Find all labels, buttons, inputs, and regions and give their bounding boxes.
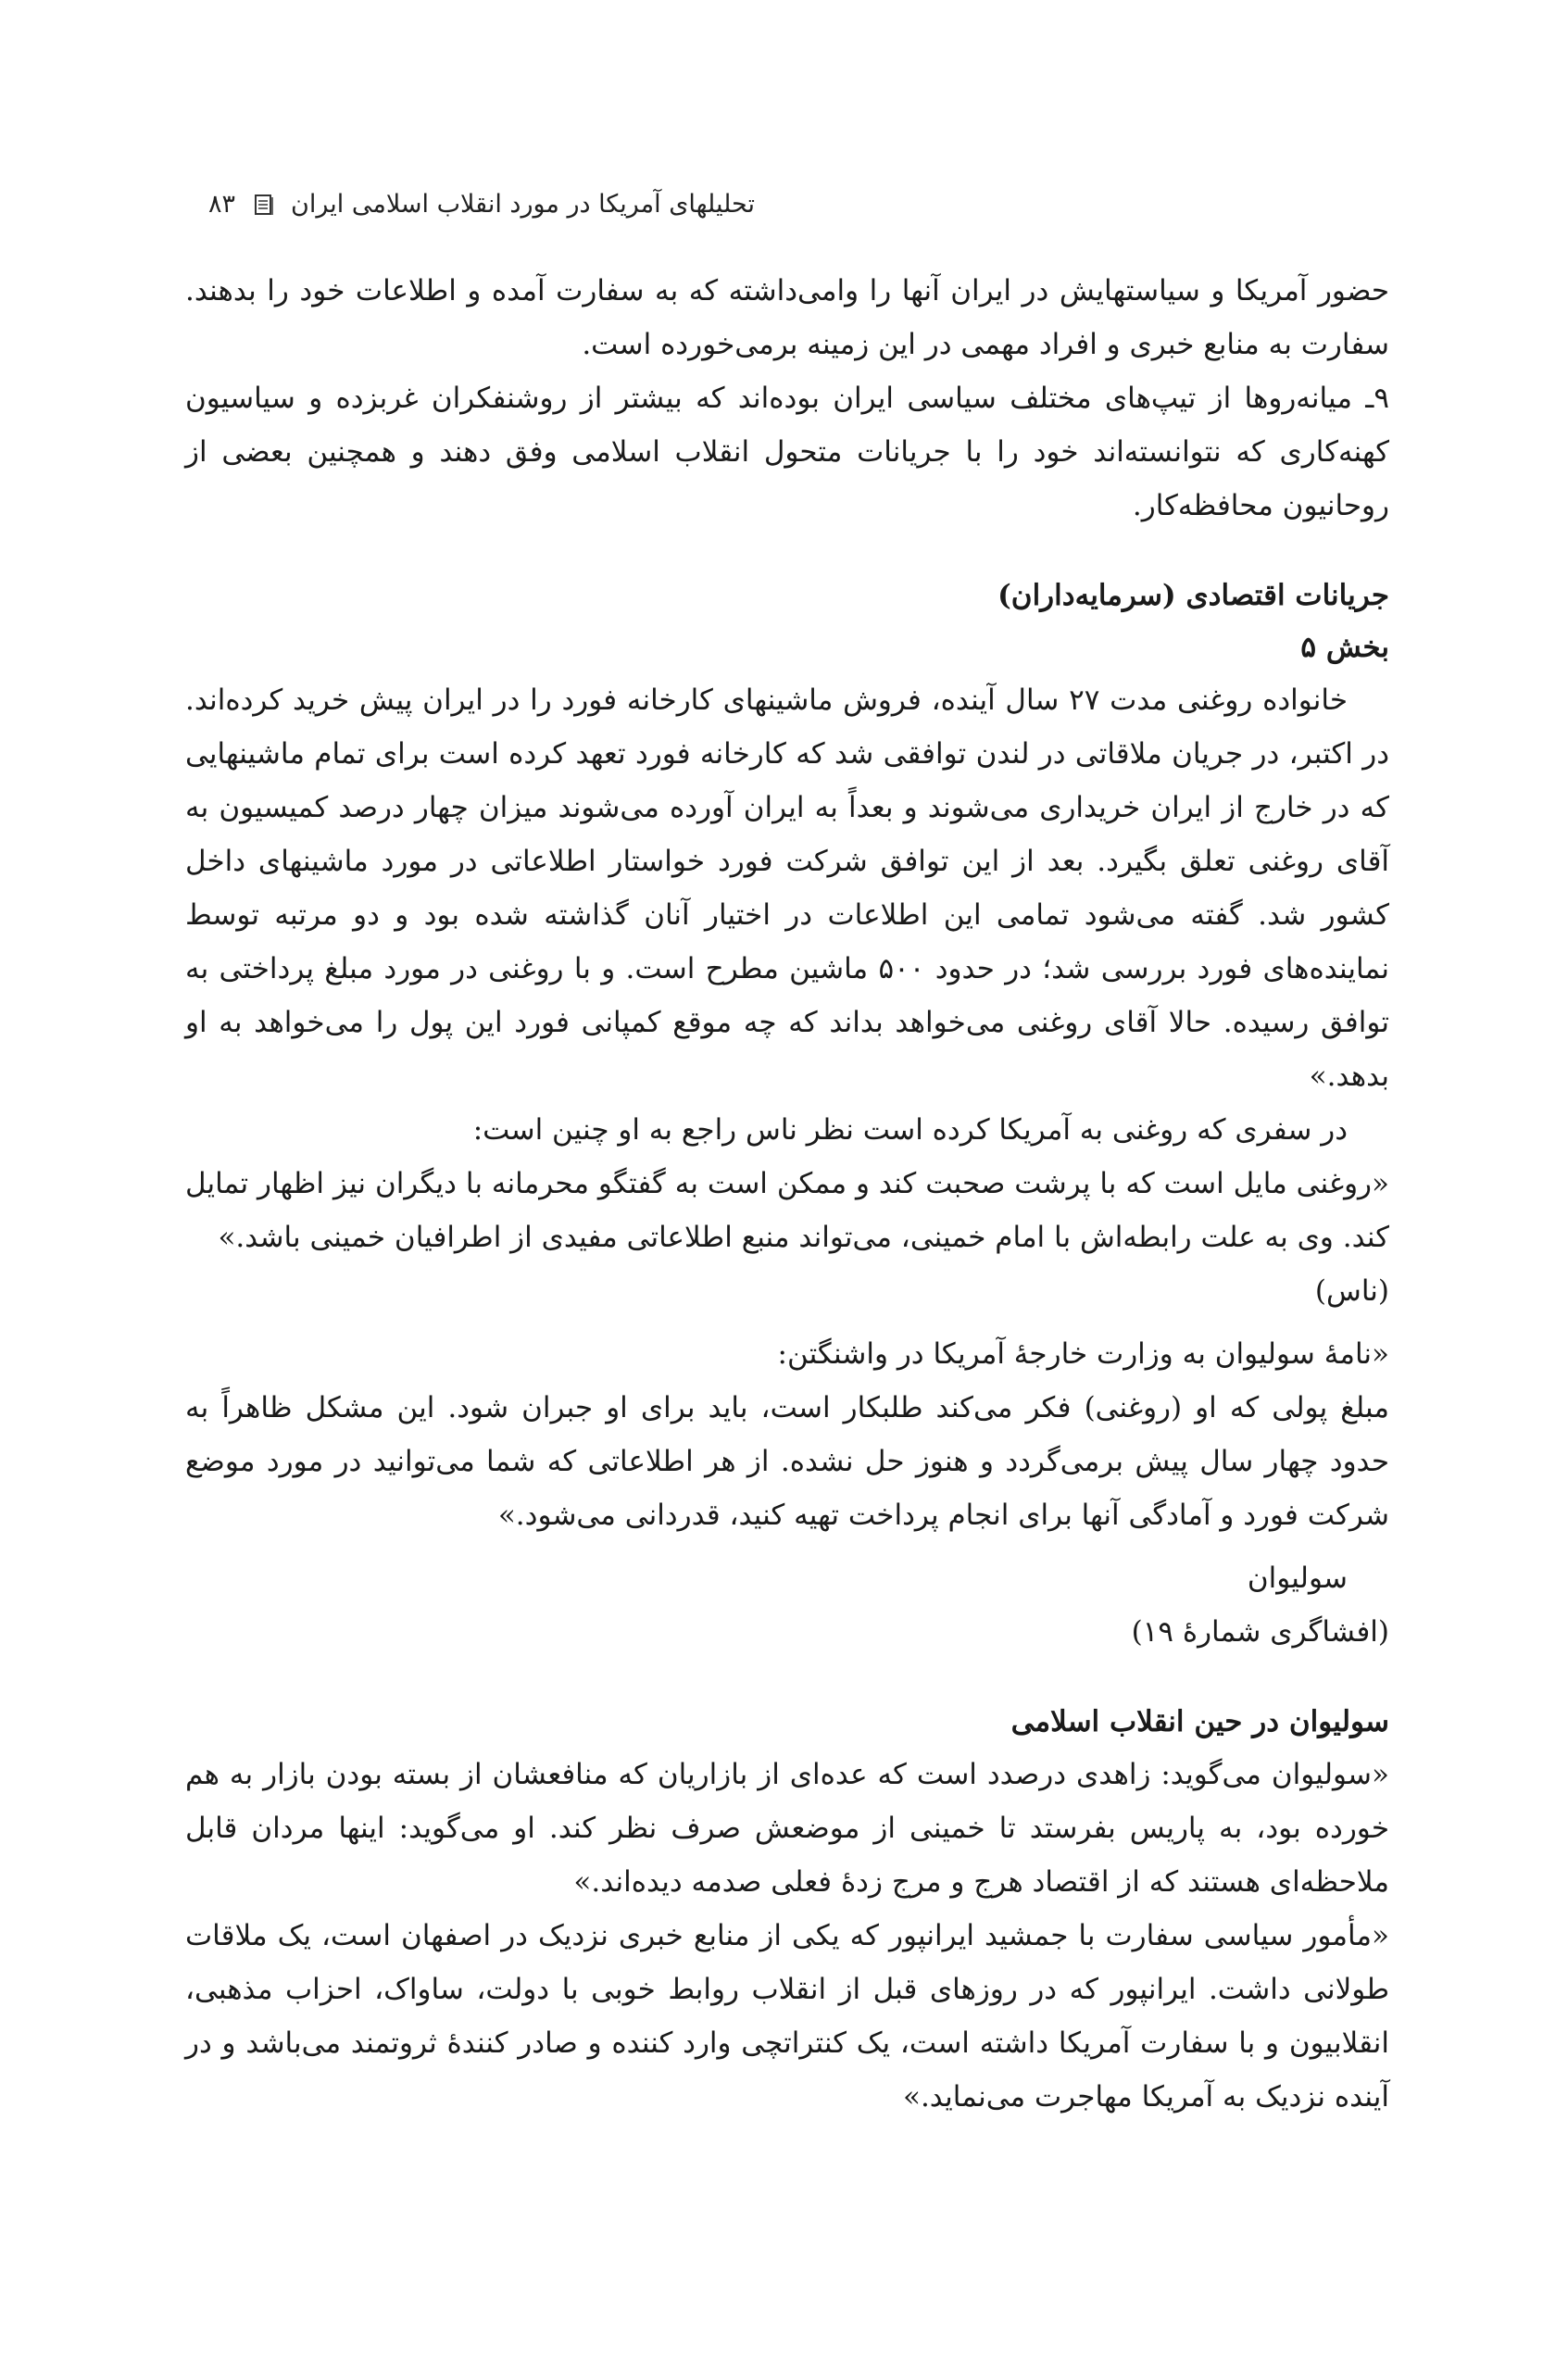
quote-nas: «روغنی مایل است که با پرشت صحبت کند و ممکن است به گفتگو محرمانه با دیگران نیز اظهار تمایل کند. وی به علت رابطه‌اش با امام خمینی، می‌تواند منبع اطلاعاتی مفیدی از اطرافیان خمینی باشد.» xyxy=(185,1167,1389,1254)
page-number: ۸۳ xyxy=(208,190,236,219)
letter-body: مبلغ پولی که او (روغنی) فکر می‌کند طلبکار است، باید برای او جبران شود. این مشکل ظاهراً به حدود چهار سال پیش برمی‌گردد و هنوز حل نشده. از هر اطلاعاتی که شما می‌توانید در مورد موضع شرکت فورد و آمادگی آنها برای انجام پرداخت تهیه کنید، قدردانی می‌شود.» xyxy=(185,1391,1389,1532)
page-content xyxy=(185,264,1389,2124)
paragraph-roghani: خانواده روغنی مدت ۲۷ سال آینده، فروش ماشینهای کارخانه فورد را در ایران پیش خرید کرده‌اند. در اکتبر، در جریان ملاقاتی در لندن توافقی شد که کارخانه فورد تعهد کرده است برای تمام ماشینهایی که در خارج از ایران خریداری می‌شوند و بعداً به ایران آورده می‌شوند میزان چهار درصد کمیسیون به آقای روغنی تعلق بگیرد. بعد از این توافق شرکت فورد خواستار اطلاعاتی در مورد ماشینهای داخل کشور شد. گفته می‌شود تمامی این اطلاعات در اختیار آنان گذاشته شده بود و دو مرتبه توسط نماینده‌های فورد بررسی شد؛ در حدود ۵۰۰ ماشین مطرح است. و با روغنی در مورد مبلغ پرداختی به توافق رسیده. حالا آقای روغنی می‌خواهد بداند که چه موقع کمپانی فورد این پول را می‌خواهد به او بدهد.» xyxy=(185,684,1389,1093)
header-title: تحلیلهای آمریکا در مورد انقلاب اسلامی ایران xyxy=(291,190,755,219)
section-heading-sullivan: سولیوان در حین انقلاب اسلامی xyxy=(1010,1705,1389,1738)
paragraph-nas-intro: در سفری که روغنی به آمریکا کرده است نظر ناس راجع به او چنین است: xyxy=(472,1113,1348,1147)
letter-signature: سولیوان xyxy=(1247,1562,1348,1595)
paragraph-iranpour: «مأمور سیاسی سفارت با جمشید ایرانپور که یکی از منابع خبری نزدیک در اصفهان است، یک ملاقات طولانی داشت. ایرانپور که در روزهای قبل از انقلاب روابط خوبی با دولت، ساواک، احزاب مذهبی، انقلابیون و با سفارت آمریکا داشته است، یک کنتراتچی وارد کننده و صادر کنندهٔ ثروتمند می‌باشد و در آینده نزدیک به آمریکا مهاجرت می‌نماید.» xyxy=(185,1919,1389,2114)
quote-nas-ref: (ناس) xyxy=(1314,1274,1389,1308)
list-item-9: ۹ـ میانه‌روها از تیپ‌های مختلف سیاسی ایران بوده‌اند که بیشتر از روشنفکران غربزده و سیاسیون کهنه‌کاری که نتوانسته‌اند خود را با جریانات متحول انقلاب اسلامی وفق دهند و همچنین بعضی از روحانیون محافظه‌کار. xyxy=(185,382,1389,522)
section-subheading: بخش ۵ xyxy=(1300,631,1389,664)
intro-paragraph: حضور آمریکا و سیاستهایش در ایران آنها را وامی‌داشته که به سفارت آمده و اطلاعات خود را بدهند. سفارت به منابع خبری و افراد مهمی در این زمینه برمی‌خورده است. xyxy=(185,274,1389,361)
section-heading-economic: جریانات اقتصادی (سرمایه‌داران) xyxy=(997,579,1389,612)
book-icon xyxy=(254,194,274,216)
running-header xyxy=(208,190,755,219)
source-reference: (افشاگری شمارهٔ ۱۹) xyxy=(1131,1615,1389,1649)
paragraph-zahedi: «سولیوان می‌گوید: زاهدی درصدد است که عده‌ای از بازاریان که منافعشان از بسته بودن بازار به هم خورده بود، به پاریس بفرستد تا خمینی از موضعش صرف نظر کند. او می‌گوید: اینها مردان قابل ملاحظه‌ای هستند که از اقتصاد هرج و مرج زدهٔ فعلی صدمه دیده‌اند.» xyxy=(185,1758,1389,1899)
letter-intro: «نامهٔ سولیوان به وزارت خارجهٔ آمریکا در واشنگتن: xyxy=(777,1337,1389,1371)
